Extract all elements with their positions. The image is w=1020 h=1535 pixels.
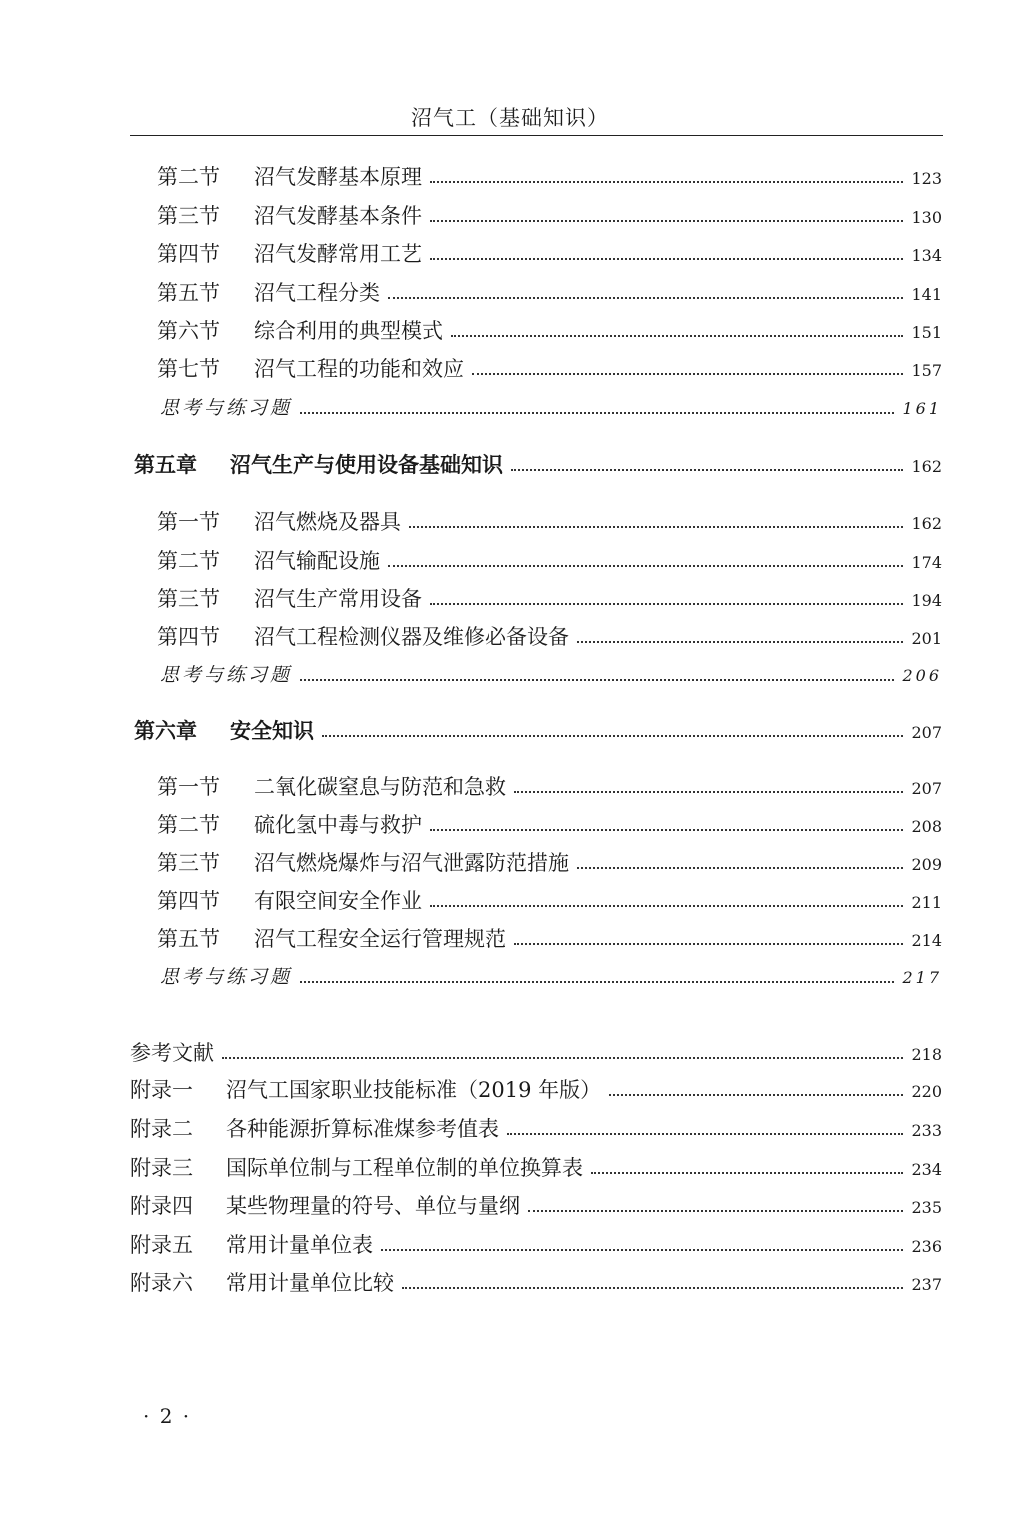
toc-entry-label: 附录六 — [130, 1271, 193, 1295]
toc-entry-title: 沼气生产与使用设备基础知识 — [230, 452, 503, 477]
toc-entry-title: 硫化氢中毒与救护 — [254, 813, 422, 837]
toc-entry-appendix — [130, 1038, 942, 1068]
dot-leader — [381, 1249, 903, 1251]
toc-entry-label: 第二节 — [157, 813, 220, 837]
toc-entry-page: 201 — [911, 629, 942, 648]
toc-entry-page: 217 — [902, 968, 942, 987]
toc-entry-section — [157, 316, 942, 346]
dot-leader — [591, 1172, 903, 1174]
toc-entry-label: 附录一 — [130, 1078, 193, 1102]
toc-entry-title: 安全知识 — [230, 718, 314, 743]
dot-leader — [514, 791, 903, 793]
toc-entry-section — [157, 162, 942, 192]
toc-entry-label: 第六节 — [157, 319, 220, 343]
dot-leader — [528, 1210, 903, 1212]
toc-entry-page: 194 — [911, 591, 942, 610]
dot-leader — [472, 373, 903, 375]
toc-entry-label: 附录三 — [130, 1156, 193, 1180]
toc-entry-page: 237 — [911, 1275, 942, 1294]
page-number: · 2 · — [143, 1404, 192, 1428]
toc-entry-appendix — [130, 1114, 942, 1144]
toc-entry-section — [157, 584, 942, 614]
toc-entry-label: 第二节 — [157, 549, 220, 573]
toc-entry-page: 218 — [911, 1045, 942, 1064]
toc-entry-page: 141 — [911, 285, 942, 304]
toc-entry-label: 第六章 — [134, 718, 197, 743]
toc-entry-page: 233 — [911, 1121, 942, 1140]
toc-entry-section — [157, 810, 942, 840]
toc-entry-page: 206 — [902, 666, 942, 685]
dot-leader — [402, 1287, 903, 1289]
toc-entry-exercise — [160, 660, 942, 690]
toc-entry-label: 第五节 — [157, 927, 220, 951]
toc-entry-section — [157, 772, 942, 802]
toc-entry-section — [157, 924, 942, 954]
toc-entry-page: 235 — [911, 1198, 942, 1217]
toc-entry-title: 思考与练习题 — [160, 966, 293, 988]
toc-entry-label: 第四节 — [157, 889, 220, 913]
toc-entry-title: 各种能源折算标准煤参考值表 — [226, 1117, 499, 1141]
toc-entry-title: 沼气工国家职业技能标准（2019 年版） — [226, 1078, 602, 1102]
dot-leader — [430, 829, 903, 831]
toc-entry-title: 沼气工程分类 — [254, 281, 380, 305]
dot-leader — [300, 981, 894, 983]
toc-entry-title: 沼气工程的功能和效应 — [254, 357, 464, 381]
dot-leader — [507, 1133, 903, 1135]
dot-leader — [511, 469, 903, 471]
toc-entry-title: 沼气工程检测仪器及维修必备设备 — [254, 625, 569, 649]
dot-leader — [451, 335, 903, 337]
toc-entry-page: 236 — [911, 1237, 942, 1256]
dot-leader — [300, 412, 894, 414]
toc-entry-page: 220 — [911, 1082, 942, 1101]
toc-entry-appendix — [130, 1268, 942, 1298]
dot-leader — [609, 1094, 903, 1096]
toc-entry-section — [157, 507, 942, 537]
toc-entry-section — [157, 622, 942, 652]
toc-entry-title: 沼气发酵基本原理 — [254, 165, 422, 189]
toc-entry-page: 162 — [911, 457, 942, 476]
toc-entry-page: 162 — [911, 514, 942, 533]
toc-entry-section — [157, 239, 942, 269]
toc-entry-section — [157, 278, 942, 308]
toc-entry-page: 214 — [911, 931, 942, 950]
toc-entry-title: 二氧化碳窒息与防范和急救 — [254, 775, 506, 799]
toc-entry-label: 第一节 — [157, 510, 220, 534]
toc-entry-label: 第三节 — [157, 587, 220, 611]
toc-entry-title: 沼气发酵常用工艺 — [254, 242, 422, 266]
toc-entry-chapter — [134, 450, 942, 480]
toc-entry-label: 第四节 — [157, 242, 220, 266]
running-header-title: 沼气工（基础知识） — [411, 106, 609, 130]
toc-entry-appendix — [130, 1230, 942, 1260]
toc-entry-page: 134 — [911, 246, 942, 265]
toc-entry-title: 沼气燃烧爆炸与沼气泄露防范措施 — [254, 851, 569, 875]
toc-entry-section — [157, 546, 942, 576]
toc-entry-page: 161 — [902, 399, 942, 418]
dot-leader — [300, 679, 894, 681]
toc-entry-title: 某些物理量的符号、单位与量纲 — [226, 1194, 520, 1218]
dot-leader — [577, 867, 903, 869]
toc-entry-appendix — [130, 1153, 942, 1183]
toc-entry-label: 附录二 — [130, 1117, 193, 1141]
toc-entry-label: 第一节 — [157, 775, 220, 799]
dot-leader — [577, 641, 903, 643]
toc-entry-page: 209 — [911, 855, 942, 874]
toc-entry-title: 综合利用的典型模式 — [254, 319, 443, 343]
toc-entry-title: 沼气燃烧及器具 — [254, 510, 401, 534]
dot-leader — [430, 181, 903, 183]
toc-entry-label: 附录五 — [130, 1233, 193, 1257]
toc-entry-appendix — [130, 1075, 942, 1105]
toc-entry-title: 沼气生产常用设备 — [254, 587, 422, 611]
toc-entry-section — [157, 201, 942, 231]
toc-entry-page: 157 — [911, 361, 942, 380]
toc-entry-title: 常用计量单位比较 — [226, 1271, 394, 1295]
toc-entry-label: 第二节 — [157, 165, 220, 189]
toc-entry-page: 207 — [911, 723, 942, 742]
dot-leader — [388, 565, 903, 567]
toc-entry-appendix — [130, 1191, 942, 1221]
dot-leader — [514, 943, 903, 945]
toc-entry-label: 第五节 — [157, 281, 220, 305]
toc-entry-label: 第五章 — [134, 452, 197, 477]
toc-entry-title: 沼气工程安全运行管理规范 — [254, 927, 506, 951]
toc-entry-page: 174 — [911, 553, 942, 572]
dot-leader — [430, 905, 903, 907]
dot-leader — [430, 603, 903, 605]
toc-entry-section — [157, 848, 942, 878]
toc-entry-page: 130 — [911, 208, 942, 227]
toc-entry-page: 211 — [911, 893, 942, 912]
dot-leader — [388, 297, 903, 299]
toc-entry-section — [157, 354, 942, 384]
toc-entry-page: 208 — [911, 817, 942, 836]
dot-leader — [322, 735, 903, 737]
toc-entry-page: 234 — [911, 1160, 942, 1179]
toc-entry-page: 151 — [911, 323, 942, 342]
dot-leader — [222, 1057, 903, 1059]
toc-entry-exercise — [160, 393, 942, 423]
dot-leader — [430, 258, 903, 260]
toc-entry-title: 参考文献 — [130, 1041, 214, 1065]
toc-entry-chapter — [134, 716, 942, 746]
toc-entry-page: 123 — [911, 169, 942, 188]
toc-entry-exercise — [160, 962, 942, 992]
toc-entry-title: 国际单位制与工程单位制的单位换算表 — [226, 1156, 583, 1180]
toc-entry-label: 第四节 — [157, 625, 220, 649]
toc-entry-label: 第七节 — [157, 357, 220, 381]
toc-entry-title: 常用计量单位表 — [226, 1233, 373, 1257]
toc-entry-title: 沼气输配设施 — [254, 549, 380, 573]
toc-entry-label: 第三节 — [157, 851, 220, 875]
toc-entry-title: 沼气发酵基本条件 — [254, 204, 422, 228]
header-rule — [130, 135, 943, 136]
toc-entry-section — [157, 886, 942, 916]
dot-leader — [430, 220, 903, 222]
toc-entry-label: 附录四 — [130, 1194, 193, 1218]
toc-entry-label: 第三节 — [157, 204, 220, 228]
dot-leader — [409, 526, 903, 528]
toc-entry-page: 207 — [911, 779, 942, 798]
toc-entry-title: 思考与练习题 — [160, 664, 293, 686]
toc-entry-title: 有限空间安全作业 — [254, 889, 422, 913]
toc-entry-title: 思考与练习题 — [160, 397, 293, 419]
